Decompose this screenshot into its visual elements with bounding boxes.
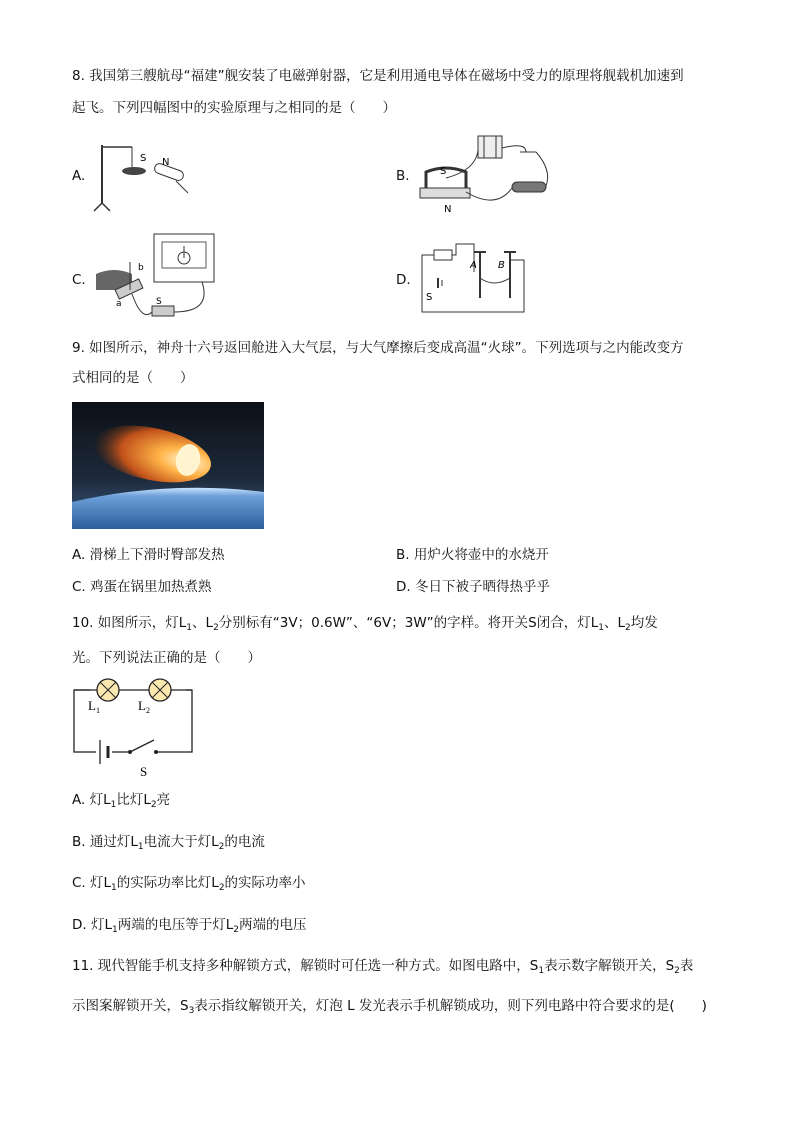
q9-stem-line2: 式相同的是（ ）: [72, 370, 194, 386]
q8-fig-a-n: N: [162, 157, 170, 168]
q9-option-c[interactable]: C. 鸡蛋在锅里加热煮熟: [72, 579, 212, 595]
q8-option-b-label[interactable]: B.: [396, 168, 410, 184]
q10-stem-line1: 10. 如图所示，灯$L_1$、$L_2$分别标有“3V；0.6W”、“6V；3W”的字样。将开关S闭合，灯$L_1$、$L_2$均发: [72, 615, 658, 633]
q8-figure-a: [92, 135, 192, 215]
q8-option-a-label[interactable]: A.: [72, 168, 86, 184]
q10-fig-l1-label: $L_1$: [88, 698, 100, 715]
q9-stem-line1: 9. 如图所示，神舟十六号返回舱进入大气层，与大气摩擦后变成高温“火球”。下列选项与之内能改变方: [72, 340, 684, 356]
q10-option-d[interactable]: D. 灯$L_1$两端的电压等于灯$L_2$两端的电压: [72, 917, 307, 935]
q11-stem-line1: 11. 现代智能手机支持多种解锁方式，解锁时可任选一种方式。如图电路中，$S_1$表示数字解锁开关，$S_2$表: [72, 958, 694, 976]
q9-option-a[interactable]: A. 滑梯上下滑时臀部发热: [72, 547, 225, 563]
q8-fig-d-s: S: [426, 292, 433, 303]
q10-option-c[interactable]: C. 灯$L_1$的实际功率比灯$L_2$的实际功率小: [72, 875, 306, 893]
q8-fig-a-s: S: [140, 153, 147, 164]
q10-fig-l2-label: $L_2$: [138, 698, 150, 715]
q10-circuit-figure: [70, 676, 200, 780]
q9-option-b[interactable]: B. 用炉火将壶中的水烧开: [396, 547, 549, 563]
q8-fig-d-b: B: [498, 260, 505, 271]
q10-option-a[interactable]: A. 灯$L_1$比灯$L_2$亮: [72, 792, 171, 810]
q10-fig-s-label: S: [140, 764, 148, 779]
q8-figure-c: [92, 232, 232, 327]
q8-fig-c-b: b: [138, 263, 144, 273]
q8-fig-b-s: S: [440, 166, 447, 177]
q8-stem-line2: 起飞。下列四幅图中的实验原理与之相同的是（ ）: [72, 100, 396, 116]
q8-figure-d: [414, 238, 534, 318]
reentry-capsule-photo: [72, 402, 264, 529]
q9-option-d[interactable]: D. 冬日下被子晒得热乎乎: [396, 579, 550, 595]
q8-stem-line1: 8. 我国第三艘航母“福建”舰安装了电磁弹射器，它是利用通电导体在磁场中受力的原理将舰载机加速到: [72, 68, 684, 84]
q10-option-b[interactable]: B. 通过灯$L_1$电流大于灯$L_2$的电流: [72, 834, 265, 852]
q10-stem-line2: 光。下列说法正确的是（ ）: [72, 650, 261, 666]
q8-option-d-label[interactable]: D.: [396, 272, 411, 288]
q8-fig-c-a: a: [116, 299, 122, 309]
q8-fig-b-n: N: [444, 204, 452, 215]
q8-fig-c-s: S: [156, 297, 162, 307]
q8-fig-d-a: A: [470, 260, 477, 271]
q11-stem-line2: 示图案解锁开关，$S_3$表示指纹解锁开关，灯泡 L 发光表示手机解锁成功，则下列电路中符合要求的是( ): [72, 998, 707, 1016]
q8-figure-b: [416, 130, 556, 215]
q8-option-c-label[interactable]: C.: [72, 272, 86, 288]
